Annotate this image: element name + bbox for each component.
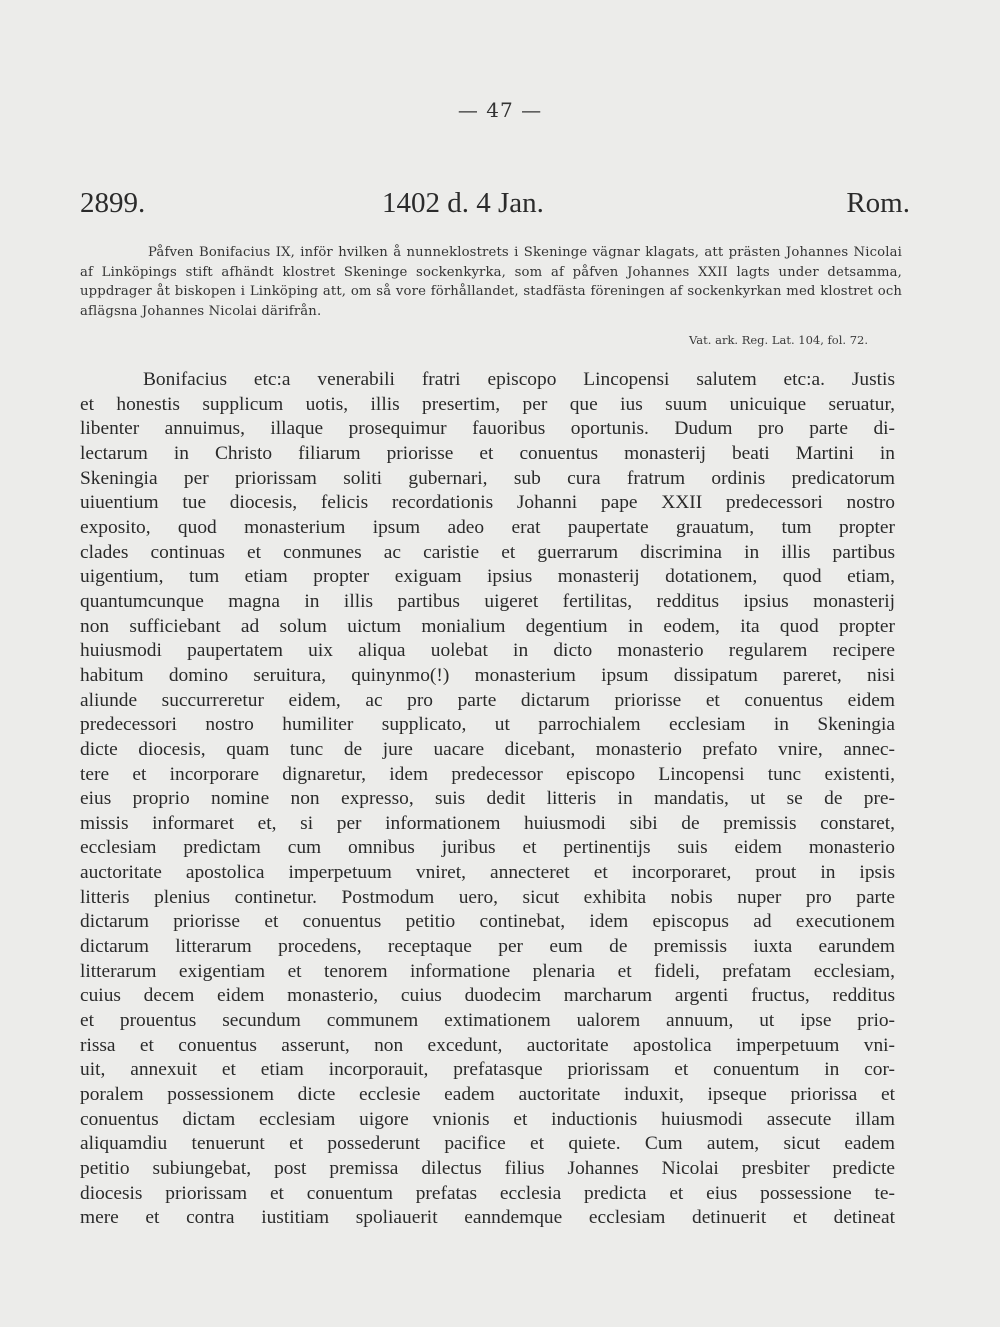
body-line: ecclesiam predictam cum omnibus juribus et pertinentijs suis eidem monasterio (80, 837, 895, 859)
body-line: dictarum priorisse et conuentus petitio continebat, idem episcopus ad executionem (80, 911, 895, 933)
body-line: cuius decem eidem monasterio, cuius duodecim marcharum argenti fructus, redditus (80, 985, 895, 1007)
body-line: et honestis supplicum uotis, illis presertim, per que ius suum unicuique seruatur, (80, 393, 895, 415)
body-line: aliquamdiu tenuerunt et possederunt pacifice et quiete. Cum autem, sicut eadem (80, 1133, 895, 1155)
body-line: habitum domino seruitura, quinynmo(!) monasterium ipsum dissipatum pareret, nisi (80, 664, 895, 686)
body-line: predecessori nostro humiliter supplicato, ut parrochialem ecclesiam in Skeningia (80, 714, 895, 736)
document-summary: Påfven Bonifacius IX, inför hvilken å nunneklostrets i Skeninge vägnar klagats, att prästen Johannes Nicolai af Linköpings stift afhändt klostret Skeninge sockenkyrka, som af påfven Johannes XXII lagts under detsamma, uppdrager åt biskopen i Linköping att, om så vore förhållandet, stadfästa föreningen af sockenkyrkan med klostret och aflägsna Johannes Nicolai därifrån. (80, 245, 902, 319)
body-line: huiusmodi paupertatem uix aliqua uolebat in dicto monasterio regularem recipere (80, 640, 895, 662)
body-line: uiuentium tue diocesis, felicis recordationis Johanni pape XXII predecessori nostro (80, 492, 895, 514)
body-line: mere et contra iustitiam spoliauerit eanndemque ecclesiam detinuerit et detineat (80, 1207, 895, 1229)
body-line: auctoritate apostolica imperpetuum vniret, annecteret et incorporaret, prout in ipsis (80, 862, 895, 884)
body-line: petitio subiungebat, post premissa dilectus filius Johannes Nicolai presbiter predicte (80, 1158, 895, 1179)
body-line: lectarum in Christo filiarum priorisse et conuentus monasterij beati Martini in (80, 442, 895, 464)
body-line: dicte diocesis, quam tunc de jure uacare dicebant, monasterio prefato vnire, annec- (80, 738, 895, 760)
body-line: litterarum exigentiam et tenorem informatione plenaria et fideli, prefatam ecclesiam, (80, 960, 895, 982)
page-number: — 47 — (457, 98, 543, 122)
document-number: 2899. (80, 187, 146, 219)
body-line: dictarum litterarum procedens, receptaque per eum de premissis iuxta earundem (80, 936, 895, 958)
body-line: uit, annexuit et etiam incorporauit, prefatasque priorissam et conuentum in cor- (80, 1059, 895, 1081)
body-line: non sufficiebant ad solum uictum monialium degentium in eodem, ita quod propter (80, 615, 895, 637)
body-line: exposito, quod monasterium ipsum adeo erat paupertate grauatum, tum propter (80, 516, 895, 538)
body-line: clades continuas et conmunes ac caristie et guerrarum discrimina in illis partibus (80, 541, 895, 563)
body-line: missis informaret et, si per informationem huiusmodi sibi de premissis constaret, (80, 812, 895, 834)
body-line: diocesis priorissam et conuentum prefatas ecclesia predicta et eius possessione te- (80, 1182, 895, 1204)
body-line: uigentium, tum etiam propter exiguam ipsius monasterij dotationem, quod etiam, (80, 566, 895, 588)
body-line: conuentus dictam ecclesiam uigore vnionis et inductionis huiusmodi assecute illam (80, 1108, 895, 1130)
body-line: rissa et conuentus asserunt, non excedunt, auctoritate apostolica imperpetuum vni- (80, 1034, 895, 1056)
body-line: litteris plenius continetur. Postmodum uero, sicut exhibita nobis nuper pro parte (80, 886, 895, 908)
body-line: et prouentus secundum communem extimationem ualorem annuum, ut ipse prio- (80, 1010, 895, 1032)
body-line: poralem possessionem dicte ecclesie eadem auctoritate induxit, ipseque priorissa et (80, 1084, 895, 1106)
document-date: 1402 d. 4 Jan. (382, 187, 544, 219)
body-line: Skeningia per priorissam soliti gubernari, sub cura fratrum ordinis predicatorum (80, 467, 895, 489)
document-heading (80, 187, 910, 223)
body-line: quantumcunque magna in illis partibus uigeret fertilitas, redditus ipsius monasterij (80, 590, 895, 612)
body-line: eius proprio nomine non expresso, suis dedit litteris in mandatis, ut se de pre- (80, 788, 895, 810)
document-place: Rom. (846, 187, 910, 219)
body-line: aliunde succurreretur eidem, ac pro parte dictarum priorisse et conuentus eidem (80, 689, 895, 711)
body-line: libenter annuimus, illaque prosequimur fauoribus oportunis. Dudum pro parte di- (80, 418, 895, 440)
body-line: Bonifacius etc:a venerabili fratri episcopo Lincopensi salutem etc:a. Justis (143, 369, 895, 390)
body-line: tere et incorporare dignaretur, idem predecessor episcopo Lincopensi tunc existenti, (80, 763, 895, 785)
document-body (80, 368, 895, 1231)
source-reference: Vat. ark. Reg. Lat. 104, fol. 72. (689, 333, 868, 347)
